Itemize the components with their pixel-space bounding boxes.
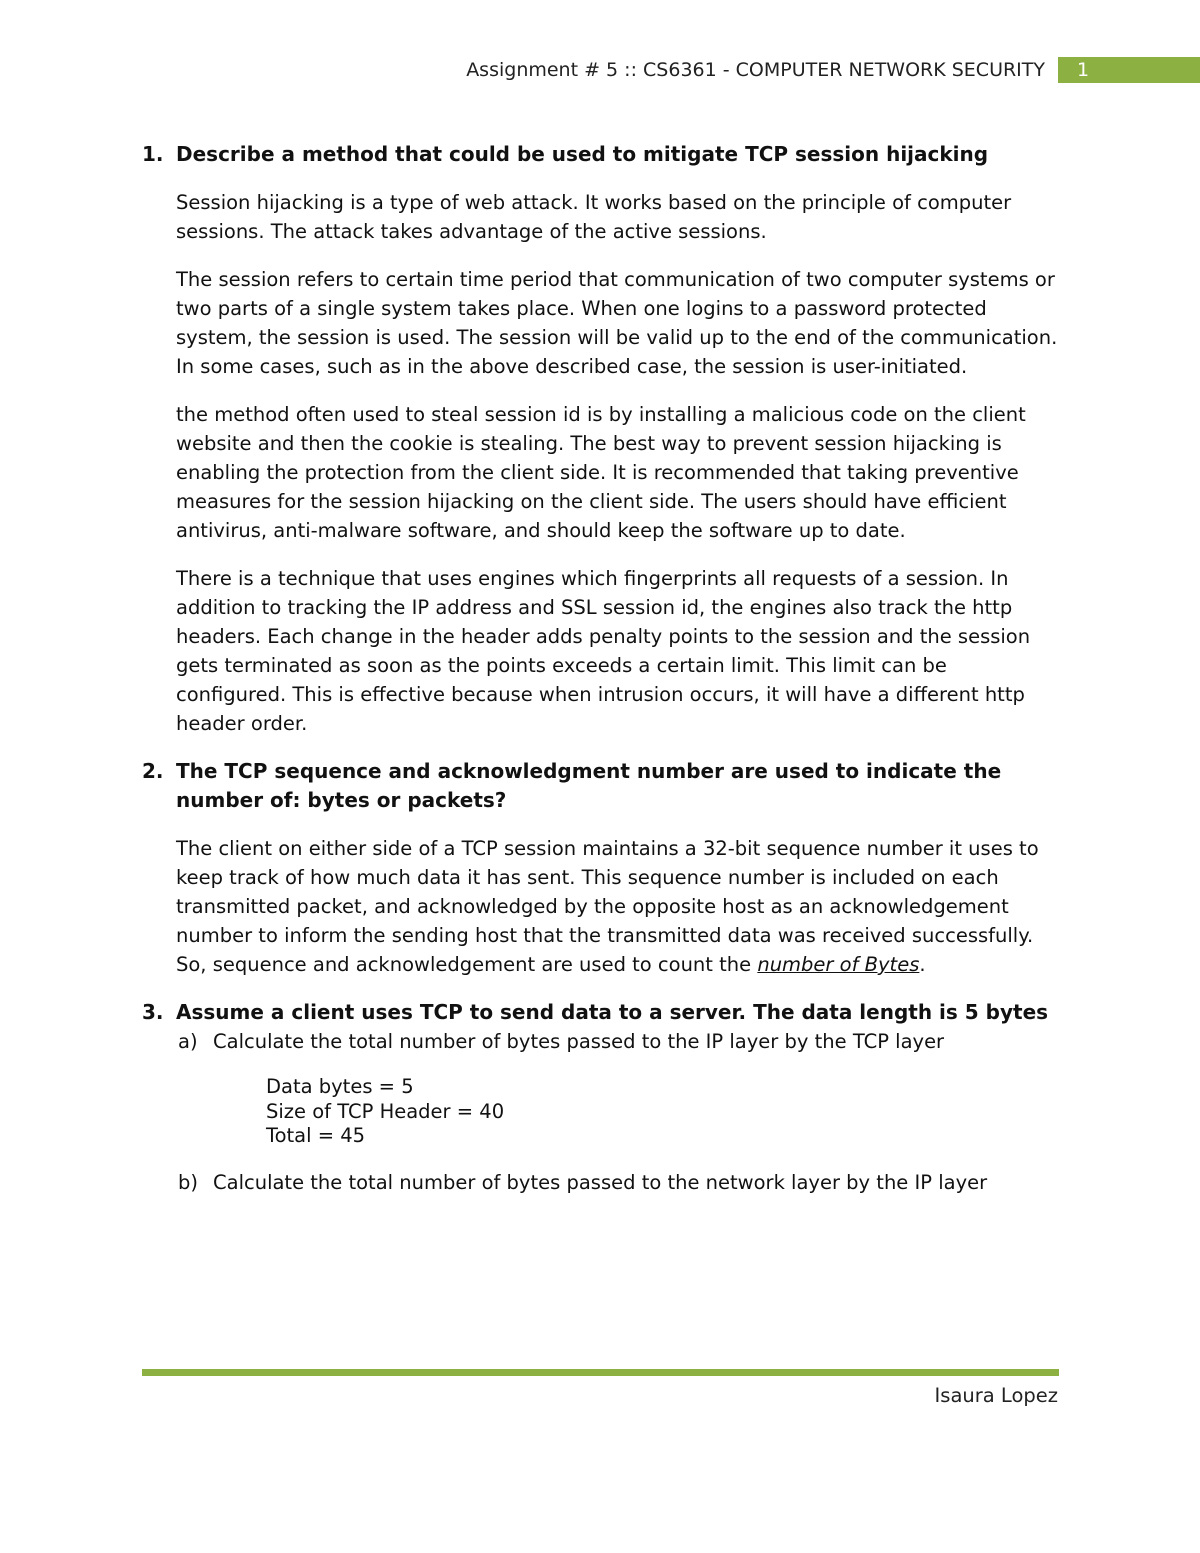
question-title: Assume a client uses TCP to send data to a server. The data length is 5 bytes [176,1000,1049,1024]
answer-paragraph: There is a technique that uses engines which fingerprints all requests of a session. In addition to tracking the IP address and SSL session id, the engines also track the http headers. Each change in the header adds penalty points to the session and the session gets terminated as soon as the points exceeds a certain limit. This limit can be configured. This is effective because when intrusion occurs, it will have a different http header order. [176,567,1031,735]
question-number: 2. [142,759,164,783]
sub-question-letter: b) [178,1170,198,1194]
calculation-block [266,1075,1062,1149]
calc-line: Data bytes = 5 [266,1075,414,1098]
question-2 [142,757,1062,979]
question-number: 3. [142,1000,164,1024]
page-number-badge: 1 [1058,57,1200,83]
answer-paragraph [176,834,1062,979]
calc-line: Size of TCP Header = 40 [266,1099,505,1123]
answer-emphasis: number of Bytes [757,953,920,976]
question-3 [142,998,1062,1027]
answer-text: The client on either side of a TCP session maintains a 32-bit sequence number it uses to keep track of how much data it has sent. This sequence number is included on each transmitted packet, and acknowledged by the opposite host as an acknowledgement number to inform the sending host that the transmitted data was received successfully. So, sequence and acknowledgement are used to count the [176,837,1039,976]
question-title: Describe a method that could be used to mitigate TCP session hijacking [176,142,989,166]
page-header [0,57,1200,85]
sub-question-letter: a) [178,1030,198,1053]
sub-question-a [142,1027,1062,1056]
answer-paragraph: The session refers to certain time period that communication of two computer systems or two parts of a single system takes place. When one logins to a password protected system, the session is used. The session will be valid up to the end of the communication. In some cases, such as in the above described case, the session is user-initiated. [176,268,1058,378]
question-number: 1. [142,142,164,166]
document-title: Assignment # 5 :: CS6361 - COMPUTER NETWORK SECURITY [466,59,1045,81]
answer-tail: . [919,953,926,976]
answer-paragraph: the method often used to steal session id is by installing a malicious code on the client website and then the cookie is stealing. The best way to prevent session hijacking is enabling the protection from the client side. It is recommended that taking preventive measures for the session hijacking on the client side. The users should have efficient antivirus, anti-malware software, and should keep the software up to date. [176,403,1026,542]
answer-paragraph: Session hijacking is a type of web attack. It works based on the principle of computer sessions. The attack takes advantage of the active sessions. [176,191,1012,243]
sub-question-text: Calculate the total number of bytes passed to the network layer by the IP layer [213,1170,988,1194]
question-1 [142,140,1062,738]
question-title: The TCP sequence and acknowledgment number are used to indicate the number of: bytes or packets? [176,759,1002,812]
sub-question-text: Calculate the total number of bytes passed to the IP layer by the TCP layer [213,1030,945,1053]
footer-author: Isaura Lopez [934,1384,1058,1407]
sub-question-b [142,1168,1062,1197]
calc-line: Total = 45 [266,1124,366,1147]
document-body [142,140,1062,1197]
footer-divider [142,1369,1059,1376]
